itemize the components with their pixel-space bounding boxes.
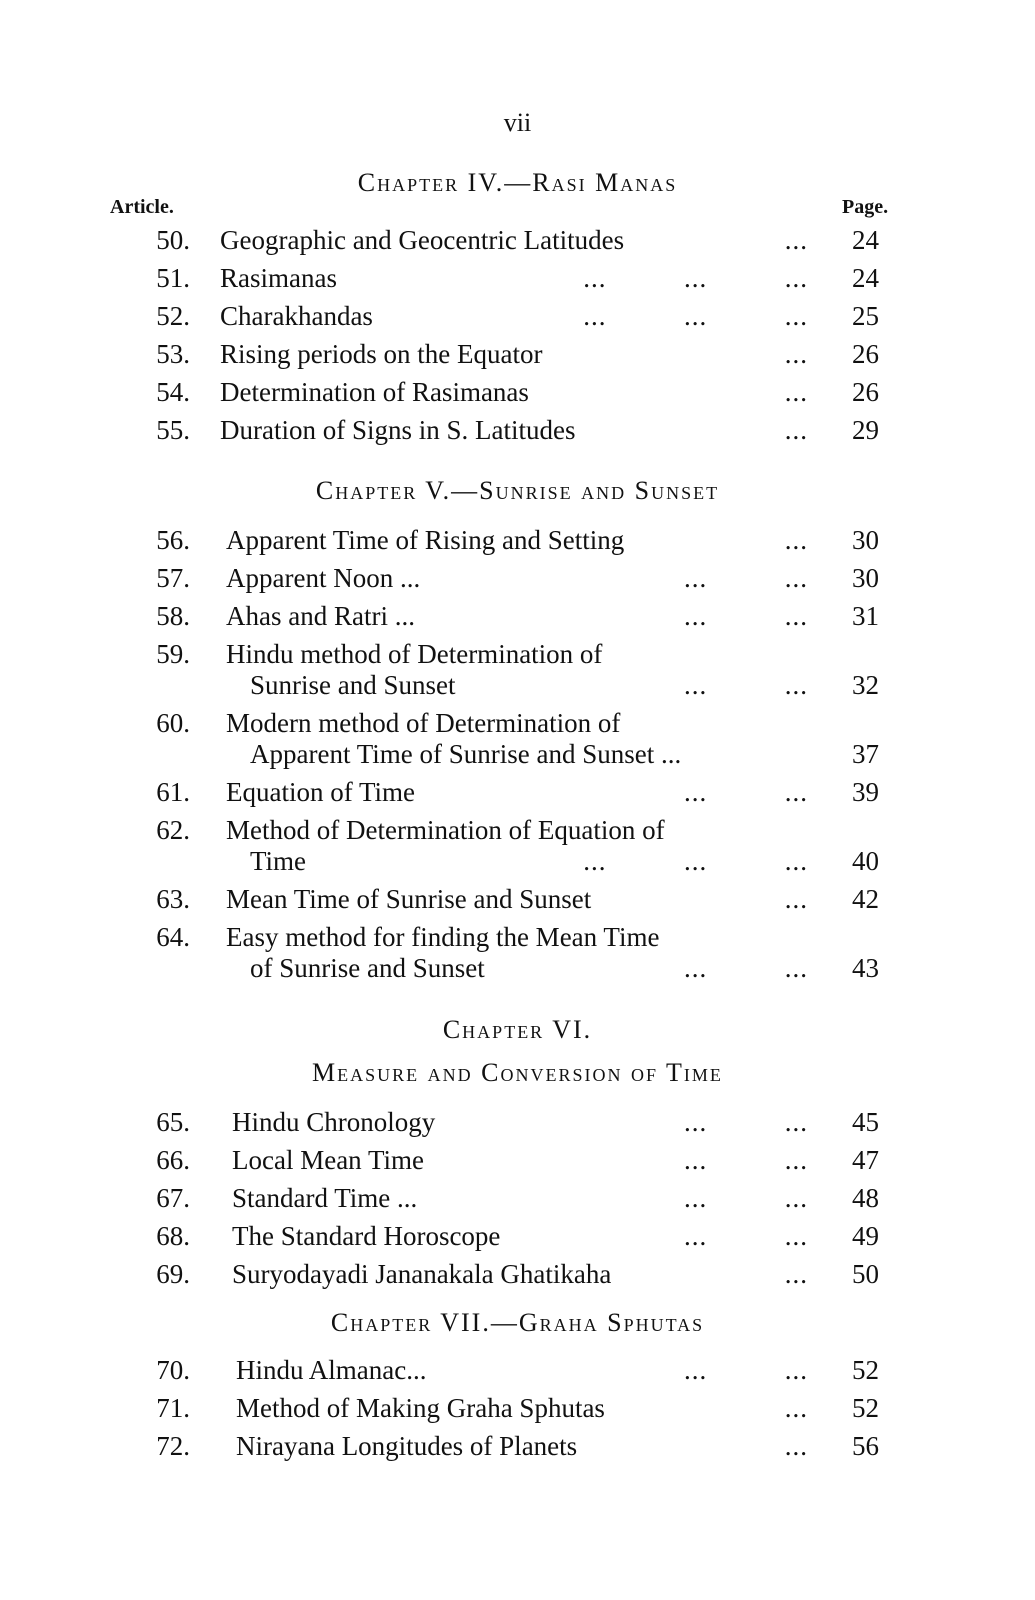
leader-dots: ... — [784, 1431, 808, 1461]
entry-title: Hindu Chronology — [232, 1107, 436, 1137]
page-ref: 47 — [852, 1145, 879, 1175]
leader-dots: ... ... — [684, 1145, 808, 1175]
article-number: 61. — [156, 777, 190, 807]
leader-dots: ... — [784, 339, 808, 369]
entry-title: Rasimanas — [220, 263, 337, 293]
article-number: 50. — [156, 225, 190, 255]
leader-dots: ... — [784, 525, 808, 555]
page-ref: 26 — [852, 339, 879, 369]
article-number: 69. — [156, 1259, 190, 1289]
page-ref: 42 — [852, 884, 879, 914]
page-ref: 52 — [852, 1355, 879, 1385]
entry-title: Mean Time of Sunrise and Sunset — [226, 884, 592, 914]
page-ref: 49 — [852, 1221, 879, 1251]
chapter-heading: Chapter IV.—Rasi Manas — [357, 168, 678, 197]
entry-title: Suryodayadi Jananakala Ghatikaha — [232, 1259, 612, 1289]
page-ref: 26 — [852, 377, 879, 407]
chapter-heading: Chapter V.—Sunrise and Sunset — [315, 476, 720, 505]
article-number: 71. — [156, 1393, 190, 1423]
article-number: 54. — [156, 377, 190, 407]
leader-dots: ... ... — [684, 1107, 808, 1137]
article-number: 67. — [156, 1183, 190, 1213]
leader-dots: ... ... ... — [583, 846, 808, 876]
article-number: 64. — [156, 922, 190, 952]
article-number: 70. — [156, 1355, 190, 1385]
entry-title: Standard Time ... — [232, 1183, 418, 1213]
page-ref: 30 — [852, 525, 879, 555]
chapter-heading: Chapter VII.—Graha Sphutas — [330, 1308, 705, 1337]
page-ref: 48 — [852, 1183, 879, 1213]
article-number: 55. — [156, 415, 190, 445]
leader-dots: ... — [784, 377, 808, 407]
page-ref: 24 — [852, 225, 879, 255]
entry-title: Method of Determination of Equation of — [226, 815, 665, 845]
entry-title: Hindu Almanac... — [236, 1355, 427, 1385]
page-ref: 43 — [852, 953, 879, 983]
entry-title: Method of Making Graha Sphutas — [236, 1393, 605, 1423]
entry-title: Equation of Time — [226, 777, 416, 807]
page-ref: 40 — [852, 846, 879, 876]
article-number: 72. — [156, 1431, 190, 1461]
page-ref: 24 — [852, 263, 879, 293]
page-ref: 37 — [852, 739, 879, 769]
leader-dots: ... — [784, 1259, 808, 1289]
entry-title: Apparent Time of Rising and Setting — [226, 525, 625, 555]
leader-dots: ... ... ... — [583, 301, 808, 331]
page-ref: 52 — [852, 1393, 879, 1423]
leader-dots: ... — [784, 884, 808, 914]
entry-title: The Standard Horoscope — [232, 1221, 501, 1251]
leader-dots: ... ... — [684, 777, 808, 807]
article-number: 53. — [156, 339, 190, 369]
page-number: vii — [503, 108, 532, 137]
leader-dots: ... ... ... — [583, 263, 808, 293]
leader-dots: ... — [784, 1393, 808, 1423]
leader-dots: ... ... — [684, 1183, 808, 1213]
article-number: 57. — [156, 563, 190, 593]
chapter-heading: Measure and Conversion of Time — [312, 1058, 723, 1087]
entry-title: Easy method for finding the Mean Time — [226, 922, 660, 952]
leader-dots: ... ... — [684, 601, 808, 631]
article-number: 52. — [156, 301, 190, 331]
leader-dots: ... ... — [684, 1221, 808, 1251]
page-ref: 56 — [852, 1431, 879, 1461]
article-number: 66. — [156, 1145, 190, 1175]
leader-dots: ... ... — [684, 1355, 808, 1385]
entry-title: Ahas and Ratri ... — [226, 601, 415, 631]
entry-title: Apparent Time of Sunrise and Sunset ... — [250, 739, 682, 769]
column-label-page: Page. — [842, 196, 889, 218]
entry-title: Local Mean Time — [232, 1145, 424, 1175]
page-ref: 39 — [852, 777, 879, 807]
entry-title: Geographic and Geocentric Latitudes — [220, 225, 625, 255]
entry-title: Sunrise and Sunset — [250, 670, 456, 700]
article-number: 51. — [156, 263, 190, 293]
entry-title: Determination of Rasimanas — [220, 377, 529, 407]
page-ref: 30 — [852, 563, 879, 593]
page-ref: 29 — [852, 415, 879, 445]
article-number: 56. — [156, 525, 190, 555]
page-ref: 50 — [852, 1259, 879, 1289]
article-number: 59. — [156, 639, 190, 669]
leader-dots: ... — [784, 415, 808, 445]
entry-title: Nirayana Longitudes of Planets — [236, 1431, 578, 1461]
column-label-article: Article. — [110, 196, 174, 218]
article-number: 60. — [156, 708, 190, 738]
article-number: 62. — [156, 815, 190, 845]
page-ref: 25 — [852, 301, 879, 331]
page-ref: 32 — [852, 670, 879, 700]
entry-title: Time — [250, 846, 307, 876]
entry-title: of Sunrise and Sunset — [250, 953, 485, 983]
leader-dots: ... ... — [684, 953, 808, 983]
article-number: 63. — [156, 884, 190, 914]
leader-dots: ... — [784, 225, 808, 255]
chapter-heading: Chapter VI. — [442, 1015, 593, 1044]
page-ref: 45 — [852, 1107, 879, 1137]
article-number: 68. — [156, 1221, 190, 1251]
entry-title: Apparent Noon ... — [226, 563, 421, 593]
entry-title: Rising periods on the Equator — [220, 339, 543, 369]
leader-dots: ... ... — [684, 670, 808, 700]
page-ref: 31 — [852, 601, 879, 631]
article-number: 65. — [156, 1107, 190, 1137]
leader-dots: ... ... — [684, 563, 808, 593]
entry-title: Duration of Signs in S. Latitudes — [220, 415, 576, 445]
entry-title: Modern method of Determination of — [226, 708, 621, 738]
entry-title: Hindu method of Determination of — [226, 639, 603, 669]
article-number: 58. — [156, 601, 190, 631]
entry-title: Charakhandas — [220, 301, 373, 331]
